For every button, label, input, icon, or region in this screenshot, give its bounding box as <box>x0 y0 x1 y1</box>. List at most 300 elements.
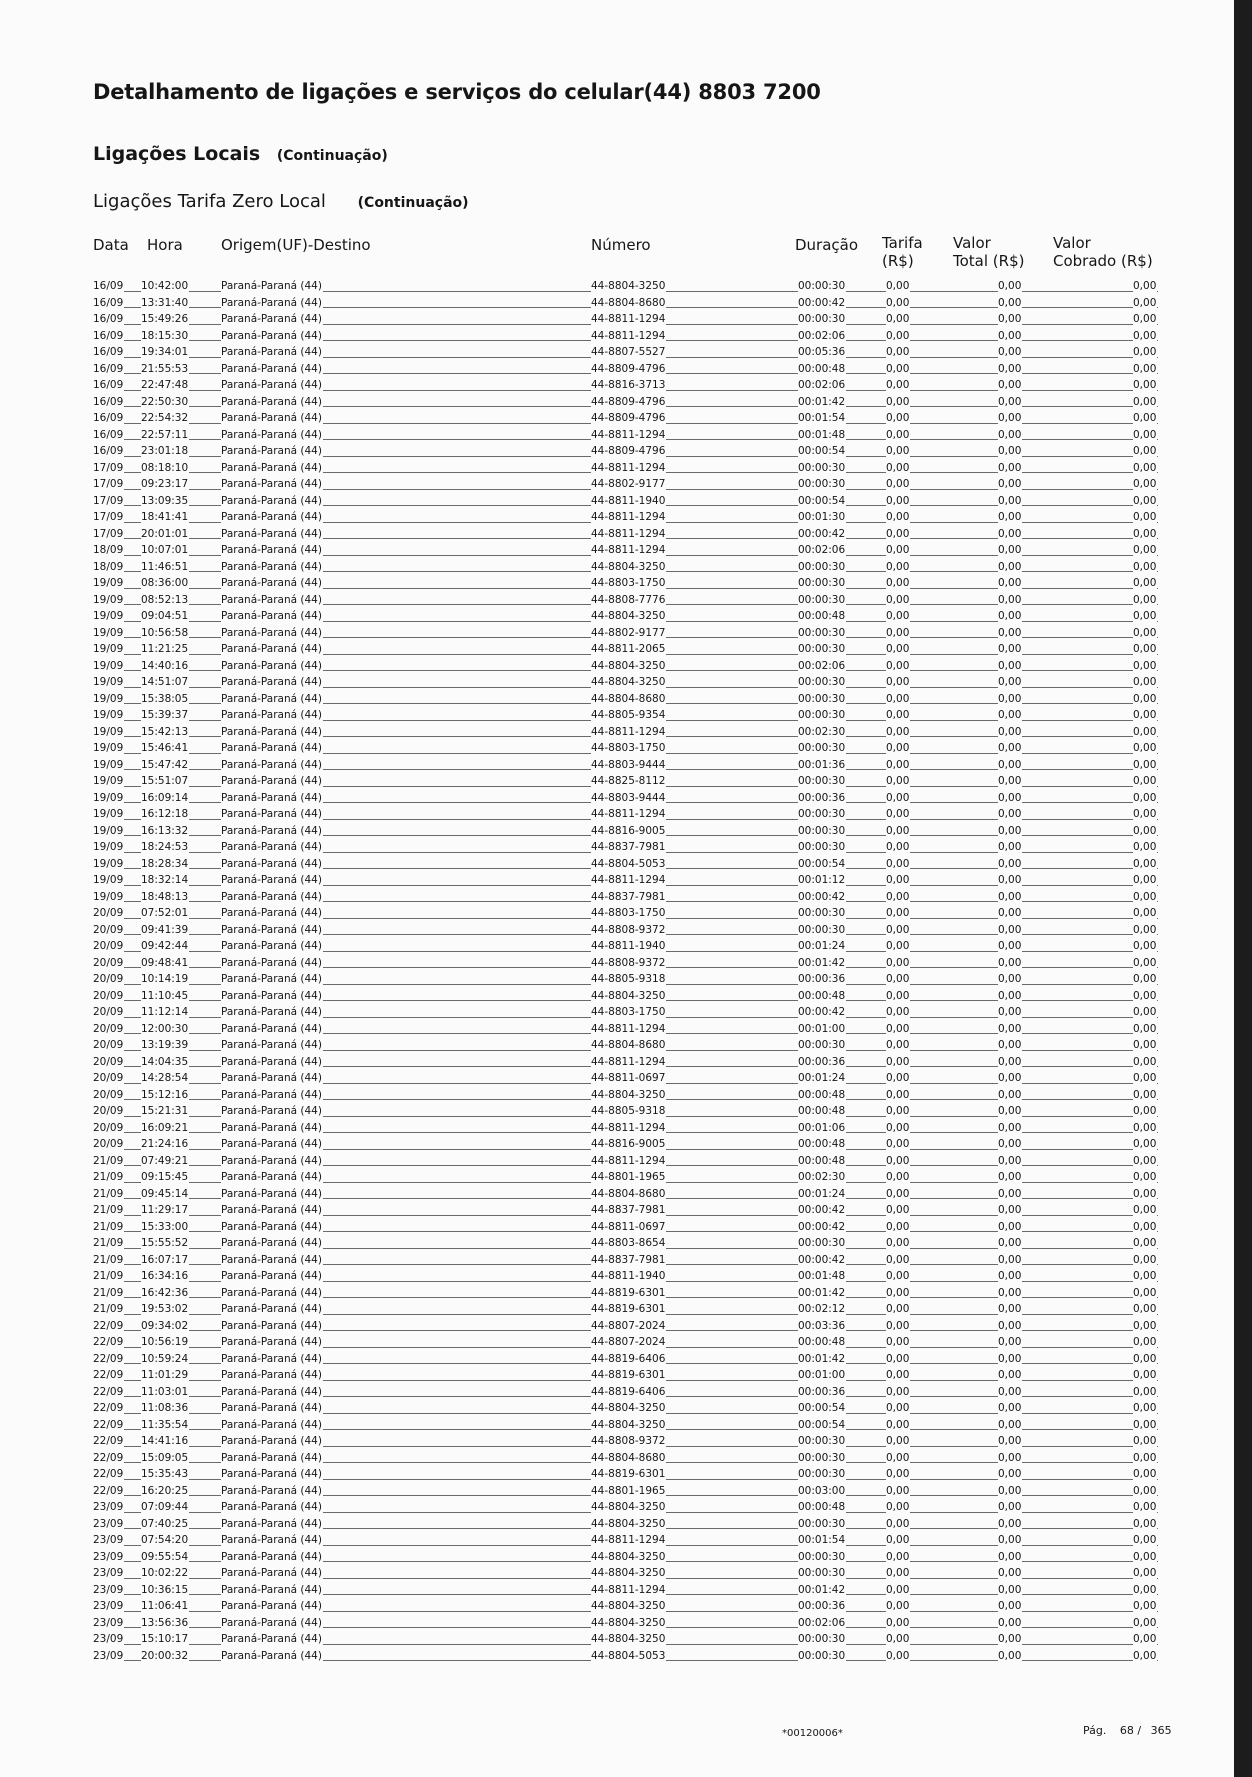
cell-numero: 44-8804-3250 <box>591 658 666 675</box>
cell-hora: 18:41:41 <box>141 509 189 526</box>
cell-numero: 44-8811-0697 <box>591 1070 666 1087</box>
cell-hora: 23:01:18 <box>141 443 189 460</box>
cell-numero: 44-8804-3250 <box>591 608 666 625</box>
cell-numero: 44-8804-3250 <box>591 988 666 1005</box>
cell-numero: 44-8804-8680 <box>591 1186 666 1203</box>
cell-origem-destino: Paraná-Paraná (44) <box>221 608 323 625</box>
cell-numero: 44-8837-7981 <box>591 1202 666 1219</box>
cell-origem-destino: Paraná-Paraná (44) <box>221 1202 323 1219</box>
cell-numero: 44-8811-1294 <box>591 872 666 889</box>
cell-hora: 11:10:45 <box>141 988 189 1005</box>
cell-data: 23/09 <box>93 1499 124 1516</box>
cell-valor-total: 0,00 <box>998 1615 1022 1632</box>
cell-duracao: 00:00:36 <box>798 790 846 807</box>
cell-origem-destino: Paraná-Paraná (44) <box>221 1235 323 1252</box>
cell-valor-cobrado: 0,00 <box>1133 575 1157 592</box>
cell-duracao: 00:01:30 <box>798 509 846 526</box>
header-duracao: Duração <box>795 236 859 254</box>
cell-tarifa: 0,00 <box>886 1021 910 1038</box>
cell-duracao: 00:00:48 <box>798 1153 846 1170</box>
cell-valor-cobrado: 0,00 <box>1133 1384 1157 1401</box>
cell-numero: 44-8803-1750 <box>591 1004 666 1021</box>
cell-data: 23/09 <box>93 1582 124 1599</box>
cell-duracao: 00:00:30 <box>798 740 846 757</box>
cell-numero: 44-8804-3250 <box>591 1400 666 1417</box>
table-row <box>93 1450 1158 1467</box>
cell-data: 22/09 <box>93 1483 124 1500</box>
header-origem-destino: Origem(UF)-Destino <box>221 236 371 254</box>
cell-numero: 44-8807-5527 <box>591 344 666 361</box>
table-row <box>93 856 1158 873</box>
cell-valor-total: 0,00 <box>998 1582 1022 1599</box>
cell-duracao: 00:02:06 <box>798 1615 846 1632</box>
table-row <box>93 559 1158 576</box>
cell-duracao: 00:00:30 <box>798 1516 846 1533</box>
cell-numero: 44-8811-1294 <box>591 460 666 477</box>
cell-hora: 11:01:29 <box>141 1367 189 1384</box>
table-row <box>93 460 1158 477</box>
cell-valor-cobrado: 0,00 <box>1133 410 1157 427</box>
cell-valor-total: 0,00 <box>998 1334 1022 1351</box>
cell-valor-total: 0,00 <box>998 1631 1022 1648</box>
cell-data: 17/09 <box>93 509 124 526</box>
cell-tarifa: 0,00 <box>886 674 910 691</box>
cell-valor-total: 0,00 <box>998 1318 1022 1335</box>
cell-valor-cobrado: 0,00 <box>1133 773 1157 790</box>
cell-duracao: 00:01:42 <box>798 1582 846 1599</box>
cell-valor-total: 0,00 <box>998 575 1022 592</box>
cell-numero: 44-8811-1940 <box>591 938 666 955</box>
cell-data: 23/09 <box>93 1598 124 1615</box>
cell-duracao: 00:00:42 <box>798 1202 846 1219</box>
cell-valor-cobrado: 0,00 <box>1133 278 1157 295</box>
page-current: 68 <box>1119 1724 1134 1737</box>
table-row <box>93 1582 1158 1599</box>
cell-valor-cobrado: 0,00 <box>1133 641 1157 658</box>
cell-duracao: 00:00:36 <box>798 1384 846 1401</box>
cell-data: 19/09 <box>93 625 124 642</box>
cell-origem-destino: Paraná-Paraná (44) <box>221 1219 323 1236</box>
cell-hora: 15:33:00 <box>141 1219 189 1236</box>
cell-valor-total: 0,00 <box>998 1565 1022 1582</box>
cell-tarifa: 0,00 <box>886 1252 910 1269</box>
cell-valor-total: 0,00 <box>998 1021 1022 1038</box>
cell-valor-cobrado: 0,00 <box>1133 427 1157 444</box>
cell-duracao: 00:00:30 <box>798 773 846 790</box>
cell-valor-total: 0,00 <box>998 1252 1022 1269</box>
cell-data: 19/09 <box>93 608 124 625</box>
cell-valor-total: 0,00 <box>998 1301 1022 1318</box>
cell-data: 20/09 <box>93 1037 124 1054</box>
cell-hora: 22:47:48 <box>141 377 189 394</box>
table-row <box>93 658 1158 675</box>
cell-valor-total: 0,00 <box>998 1351 1022 1368</box>
cell-origem-destino: Paraná-Paraná (44) <box>221 328 323 345</box>
cell-hora: 10:07:01 <box>141 542 189 559</box>
cell-hora: 18:32:14 <box>141 872 189 889</box>
cell-duracao: 00:02:06 <box>798 328 846 345</box>
cell-hora: 09:34:02 <box>141 1318 189 1335</box>
cell-valor-cobrado: 0,00 <box>1133 1367 1157 1384</box>
cell-duracao: 00:05:36 <box>798 344 846 361</box>
cell-tarifa: 0,00 <box>886 443 910 460</box>
cell-hora: 10:59:24 <box>141 1351 189 1368</box>
cell-data: 21/09 <box>93 1169 124 1186</box>
cell-origem-destino: Paraná-Paraná (44) <box>221 1252 323 1269</box>
cell-numero: 44-8804-3250 <box>591 1516 666 1533</box>
cell-valor-total: 0,00 <box>998 1219 1022 1236</box>
cell-hora: 14:51:07 <box>141 674 189 691</box>
cell-origem-destino: Paraná-Paraná (44) <box>221 1549 323 1566</box>
cell-numero: 44-8808-7776 <box>591 592 666 609</box>
cell-data: 20/09 <box>93 1021 124 1038</box>
cell-duracao: 00:01:48 <box>798 1268 846 1285</box>
cell-origem-destino: Paraná-Paraná (44) <box>221 344 323 361</box>
document-code: *00120006* <box>782 1728 843 1739</box>
cell-origem-destino: Paraná-Paraná (44) <box>221 856 323 873</box>
cell-valor-cobrado: 0,00 <box>1133 823 1157 840</box>
cell-valor-total: 0,00 <box>998 1516 1022 1533</box>
cell-origem-destino: Paraná-Paraná (44) <box>221 740 323 757</box>
cell-valor-cobrado: 0,00 <box>1133 790 1157 807</box>
cell-hora: 09:04:51 <box>141 608 189 625</box>
cell-data: 22/09 <box>93 1400 124 1417</box>
cell-origem-destino: Paraná-Paraná (44) <box>221 724 323 741</box>
cell-hora: 15:10:17 <box>141 1631 189 1648</box>
cell-tarifa: 0,00 <box>886 1037 910 1054</box>
cell-duracao: 00:03:36 <box>798 1318 846 1335</box>
cell-valor-cobrado: 0,00 <box>1133 1120 1157 1137</box>
table-row <box>93 1235 1158 1252</box>
header-valor-total-line1: Valor <box>953 234 991 252</box>
cell-duracao: 00:03:00 <box>798 1483 846 1500</box>
cell-origem-destino: Paraná-Paraná (44) <box>221 1318 323 1335</box>
cell-valor-total: 0,00 <box>998 823 1022 840</box>
cell-tarifa: 0,00 <box>886 1384 910 1401</box>
cell-valor-cobrado: 0,00 <box>1133 1037 1157 1054</box>
cell-numero: 44-8805-9354 <box>591 707 666 724</box>
cell-data: 16/09 <box>93 377 124 394</box>
cell-duracao: 00:02:12 <box>798 1301 846 1318</box>
cell-numero: 44-8807-2024 <box>591 1334 666 1351</box>
cell-valor-total: 0,00 <box>998 740 1022 757</box>
cell-tarifa: 0,00 <box>886 1367 910 1384</box>
cell-data: 19/09 <box>93 707 124 724</box>
cell-valor-cobrado: 0,00 <box>1133 1301 1157 1318</box>
cell-data: 21/09 <box>93 1252 124 1269</box>
table-row <box>93 1565 1158 1582</box>
table-row <box>93 526 1158 543</box>
table-row <box>93 1219 1158 1236</box>
cell-valor-total: 0,00 <box>998 1186 1022 1203</box>
cell-data: 19/09 <box>93 592 124 609</box>
cell-numero: 44-8804-3250 <box>591 1549 666 1566</box>
cell-duracao: 00:00:36 <box>798 1054 846 1071</box>
cell-data: 19/09 <box>93 674 124 691</box>
table-row <box>93 344 1158 361</box>
cell-duracao: 00:01:06 <box>798 1120 846 1137</box>
table-row <box>93 592 1158 609</box>
cell-data: 22/09 <box>93 1318 124 1335</box>
cell-tarifa: 0,00 <box>886 361 910 378</box>
table-row <box>93 509 1158 526</box>
table-row <box>93 410 1158 427</box>
cell-tarifa: 0,00 <box>886 1598 910 1615</box>
cell-origem-destino: Paraná-Paraná (44) <box>221 988 323 1005</box>
cell-valor-cobrado: 0,00 <box>1133 707 1157 724</box>
cell-data: 20/09 <box>93 938 124 955</box>
cell-valor-cobrado: 0,00 <box>1133 1582 1157 1599</box>
cell-duracao: 00:00:30 <box>798 592 846 609</box>
cell-duracao: 00:00:30 <box>798 707 846 724</box>
cell-tarifa: 0,00 <box>886 872 910 889</box>
cell-valor-cobrado: 0,00 <box>1133 1169 1157 1186</box>
cell-numero: 44-8819-6301 <box>591 1466 666 1483</box>
cell-valor-total: 0,00 <box>998 1433 1022 1450</box>
cell-numero: 44-8811-1294 <box>591 806 666 823</box>
cell-valor-total: 0,00 <box>998 658 1022 675</box>
cell-origem-destino: Paraná-Paraná (44) <box>221 1631 323 1648</box>
cell-data: 17/09 <box>93 493 124 510</box>
table-row <box>93 608 1158 625</box>
cell-data: 22/09 <box>93 1351 124 1368</box>
cell-duracao: 00:00:48 <box>798 1136 846 1153</box>
cell-valor-cobrado: 0,00 <box>1133 938 1157 955</box>
cell-origem-destino: Paraná-Paraná (44) <box>221 674 323 691</box>
cell-numero: 44-8804-3250 <box>591 1417 666 1434</box>
table-row <box>93 707 1158 724</box>
cell-valor-total: 0,00 <box>998 1037 1022 1054</box>
cell-data: 16/09 <box>93 344 124 361</box>
cell-valor-total: 0,00 <box>998 1235 1022 1252</box>
cell-valor-total: 0,00 <box>998 691 1022 708</box>
cell-duracao: 00:00:30 <box>798 1037 846 1054</box>
cell-numero: 44-8804-3250 <box>591 1499 666 1516</box>
cell-duracao: 00:01:54 <box>798 1532 846 1549</box>
cell-duracao: 00:00:48 <box>798 988 846 1005</box>
cell-tarifa: 0,00 <box>886 1433 910 1450</box>
cell-numero: 44-8803-9444 <box>591 790 666 807</box>
table-row <box>93 1169 1158 1186</box>
header-valor-cobrado-line1: Valor <box>1053 234 1091 252</box>
cell-valor-cobrado: 0,00 <box>1133 361 1157 378</box>
cell-valor-cobrado: 0,00 <box>1133 1450 1157 1467</box>
table-row <box>93 1417 1158 1434</box>
header-numero: Número <box>591 236 651 254</box>
cell-data: 20/09 <box>93 1103 124 1120</box>
cell-valor-cobrado: 0,00 <box>1133 1070 1157 1087</box>
cell-tarifa: 0,00 <box>886 823 910 840</box>
table-row <box>93 889 1158 906</box>
cell-valor-cobrado: 0,00 <box>1133 592 1157 609</box>
cell-duracao: 00:00:30 <box>798 1450 846 1467</box>
cell-hora: 13:31:40 <box>141 295 189 312</box>
cell-hora: 09:23:17 <box>141 476 189 493</box>
cell-valor-cobrado: 0,00 <box>1133 559 1157 576</box>
table-row <box>93 1087 1158 1104</box>
cell-valor-cobrado: 0,00 <box>1133 542 1157 559</box>
cell-valor-cobrado: 0,00 <box>1133 1136 1157 1153</box>
cell-valor-cobrado: 0,00 <box>1133 1202 1157 1219</box>
cell-hora: 09:15:45 <box>141 1169 189 1186</box>
cell-duracao: 00:00:42 <box>798 1219 846 1236</box>
cell-tarifa: 0,00 <box>886 1615 910 1632</box>
cell-valor-total: 0,00 <box>998 1532 1022 1549</box>
cell-tarifa: 0,00 <box>886 1103 910 1120</box>
cell-data: 16/09 <box>93 295 124 312</box>
cell-numero: 44-8811-1294 <box>591 509 666 526</box>
cell-hora: 16:09:21 <box>141 1120 189 1137</box>
cell-data: 19/09 <box>93 806 124 823</box>
cell-duracao: 00:02:30 <box>798 724 846 741</box>
table-row <box>93 1202 1158 1219</box>
table-row <box>93 625 1158 642</box>
subsection-continuation: (Continuação) <box>357 195 469 211</box>
cell-origem-destino: Paraná-Paraná (44) <box>221 1433 323 1450</box>
cell-tarifa: 0,00 <box>886 608 910 625</box>
header-valor-total <box>953 234 1024 270</box>
cell-hora: 15:46:41 <box>141 740 189 757</box>
cell-numero: 44-8808-9372 <box>591 955 666 972</box>
cell-hora: 14:28:54 <box>141 1070 189 1087</box>
header-valor-cobrado <box>1053 234 1153 270</box>
cell-origem-destino: Paraná-Paraná (44) <box>221 1037 323 1054</box>
section-continuation: (Continuação) <box>276 148 388 164</box>
cell-valor-cobrado: 0,00 <box>1133 1252 1157 1269</box>
cell-origem-destino: Paraná-Paraná (44) <box>221 1087 323 1104</box>
cell-valor-total: 0,00 <box>998 806 1022 823</box>
header-tarifa <box>882 234 923 270</box>
cell-hora: 11:29:17 <box>141 1202 189 1219</box>
cell-valor-total: 0,00 <box>998 344 1022 361</box>
cell-duracao: 00:00:30 <box>798 625 846 642</box>
cell-duracao: 00:00:30 <box>798 559 846 576</box>
cell-valor-cobrado: 0,00 <box>1133 955 1157 972</box>
cell-valor-cobrado: 0,00 <box>1133 311 1157 328</box>
cell-valor-cobrado: 0,00 <box>1133 1433 1157 1450</box>
cell-valor-total: 0,00 <box>998 1120 1022 1137</box>
cell-numero: 44-8837-7981 <box>591 839 666 856</box>
cell-data: 20/09 <box>93 905 124 922</box>
table-row <box>93 361 1158 378</box>
cell-duracao: 00:00:42 <box>798 295 846 312</box>
cell-tarifa: 0,00 <box>886 1631 910 1648</box>
cell-tarifa: 0,00 <box>886 1417 910 1434</box>
cell-valor-total: 0,00 <box>998 509 1022 526</box>
cell-hora: 22:57:11 <box>141 427 189 444</box>
cell-tarifa: 0,00 <box>886 526 910 543</box>
cell-valor-total: 0,00 <box>998 1367 1022 1384</box>
cell-data: 19/09 <box>93 856 124 873</box>
table-row <box>93 988 1158 1005</box>
cell-tarifa: 0,00 <box>886 658 910 675</box>
cell-tarifa: 0,00 <box>886 460 910 477</box>
cell-duracao: 00:00:30 <box>798 278 846 295</box>
cell-numero: 44-8805-9318 <box>591 1103 666 1120</box>
cell-duracao: 00:00:30 <box>798 1631 846 1648</box>
cell-origem-destino: Paraná-Paraná (44) <box>221 559 323 576</box>
table-row <box>93 1532 1158 1549</box>
cell-tarifa: 0,00 <box>886 1334 910 1351</box>
cell-data: 22/09 <box>93 1450 124 1467</box>
cell-hora: 15:21:31 <box>141 1103 189 1120</box>
cell-numero: 44-8837-7981 <box>591 1252 666 1269</box>
header-tarifa-line2: (R$) <box>882 252 914 270</box>
table-row <box>93 1400 1158 1417</box>
cell-tarifa: 0,00 <box>886 1549 910 1566</box>
cell-duracao: 00:00:48 <box>798 361 846 378</box>
cell-valor-total: 0,00 <box>998 1450 1022 1467</box>
table-row <box>93 311 1158 328</box>
cell-data: 17/09 <box>93 476 124 493</box>
cell-numero: 44-8804-3250 <box>591 1087 666 1104</box>
cell-data: 23/09 <box>93 1516 124 1533</box>
cell-numero: 44-8804-8680 <box>591 1450 666 1467</box>
cell-valor-cobrado: 0,00 <box>1133 1516 1157 1533</box>
cell-numero: 44-8811-1294 <box>591 542 666 559</box>
cell-numero: 44-8809-4796 <box>591 410 666 427</box>
cell-numero: 44-8804-3250 <box>591 278 666 295</box>
cell-valor-cobrado: 0,00 <box>1133 1549 1157 1566</box>
cell-origem-destino: Paraná-Paraná (44) <box>221 625 323 642</box>
cell-valor-total: 0,00 <box>998 328 1022 345</box>
cell-valor-cobrado: 0,00 <box>1133 526 1157 543</box>
cell-numero: 44-8801-1965 <box>591 1169 666 1186</box>
cell-origem-destino: Paraná-Paraná (44) <box>221 691 323 708</box>
cell-valor-total: 0,00 <box>998 608 1022 625</box>
cell-numero: 44-8811-1294 <box>591 311 666 328</box>
cell-tarifa: 0,00 <box>886 1400 910 1417</box>
cell-numero: 44-8819-6301 <box>591 1285 666 1302</box>
cell-hora: 10:02:22 <box>141 1565 189 1582</box>
cell-duracao: 00:00:30 <box>798 823 846 840</box>
cell-data: 22/09 <box>93 1433 124 1450</box>
cell-valor-cobrado: 0,00 <box>1133 625 1157 642</box>
cell-valor-total: 0,00 <box>998 1549 1022 1566</box>
cell-tarifa: 0,00 <box>886 773 910 790</box>
cell-data: 20/09 <box>93 1136 124 1153</box>
cell-tarifa: 0,00 <box>886 377 910 394</box>
cell-hora: 07:49:21 <box>141 1153 189 1170</box>
cell-hora: 15:35:43 <box>141 1466 189 1483</box>
cell-hora: 13:09:35 <box>141 493 189 510</box>
cell-tarifa: 0,00 <box>886 955 910 972</box>
cell-duracao: 00:00:30 <box>798 922 846 939</box>
table-row <box>93 394 1158 411</box>
cell-valor-total: 0,00 <box>998 311 1022 328</box>
cell-hora: 16:34:16 <box>141 1268 189 1285</box>
cell-valor-cobrado: 0,00 <box>1133 889 1157 906</box>
cell-data: 16/09 <box>93 443 124 460</box>
cell-hora: 08:52:13 <box>141 592 189 609</box>
table-row <box>93 1334 1158 1351</box>
cell-tarifa: 0,00 <box>886 328 910 345</box>
cell-valor-cobrado: 0,00 <box>1133 1103 1157 1120</box>
cell-tarifa: 0,00 <box>886 790 910 807</box>
cell-hora: 15:49:26 <box>141 311 189 328</box>
cell-data: 18/09 <box>93 559 124 576</box>
table-row <box>93 493 1158 510</box>
cell-valor-total: 0,00 <box>998 559 1022 576</box>
cell-valor-total: 0,00 <box>998 1054 1022 1071</box>
cell-valor-total: 0,00 <box>998 476 1022 493</box>
cell-tarifa: 0,00 <box>886 1153 910 1170</box>
cell-hora: 12:00:30 <box>141 1021 189 1038</box>
cell-valor-cobrado: 0,00 <box>1133 1499 1157 1516</box>
cell-origem-destino: Paraná-Paraná (44) <box>221 1483 323 1500</box>
cell-data: 21/09 <box>93 1153 124 1170</box>
cell-origem-destino: Paraná-Paraná (44) <box>221 806 323 823</box>
